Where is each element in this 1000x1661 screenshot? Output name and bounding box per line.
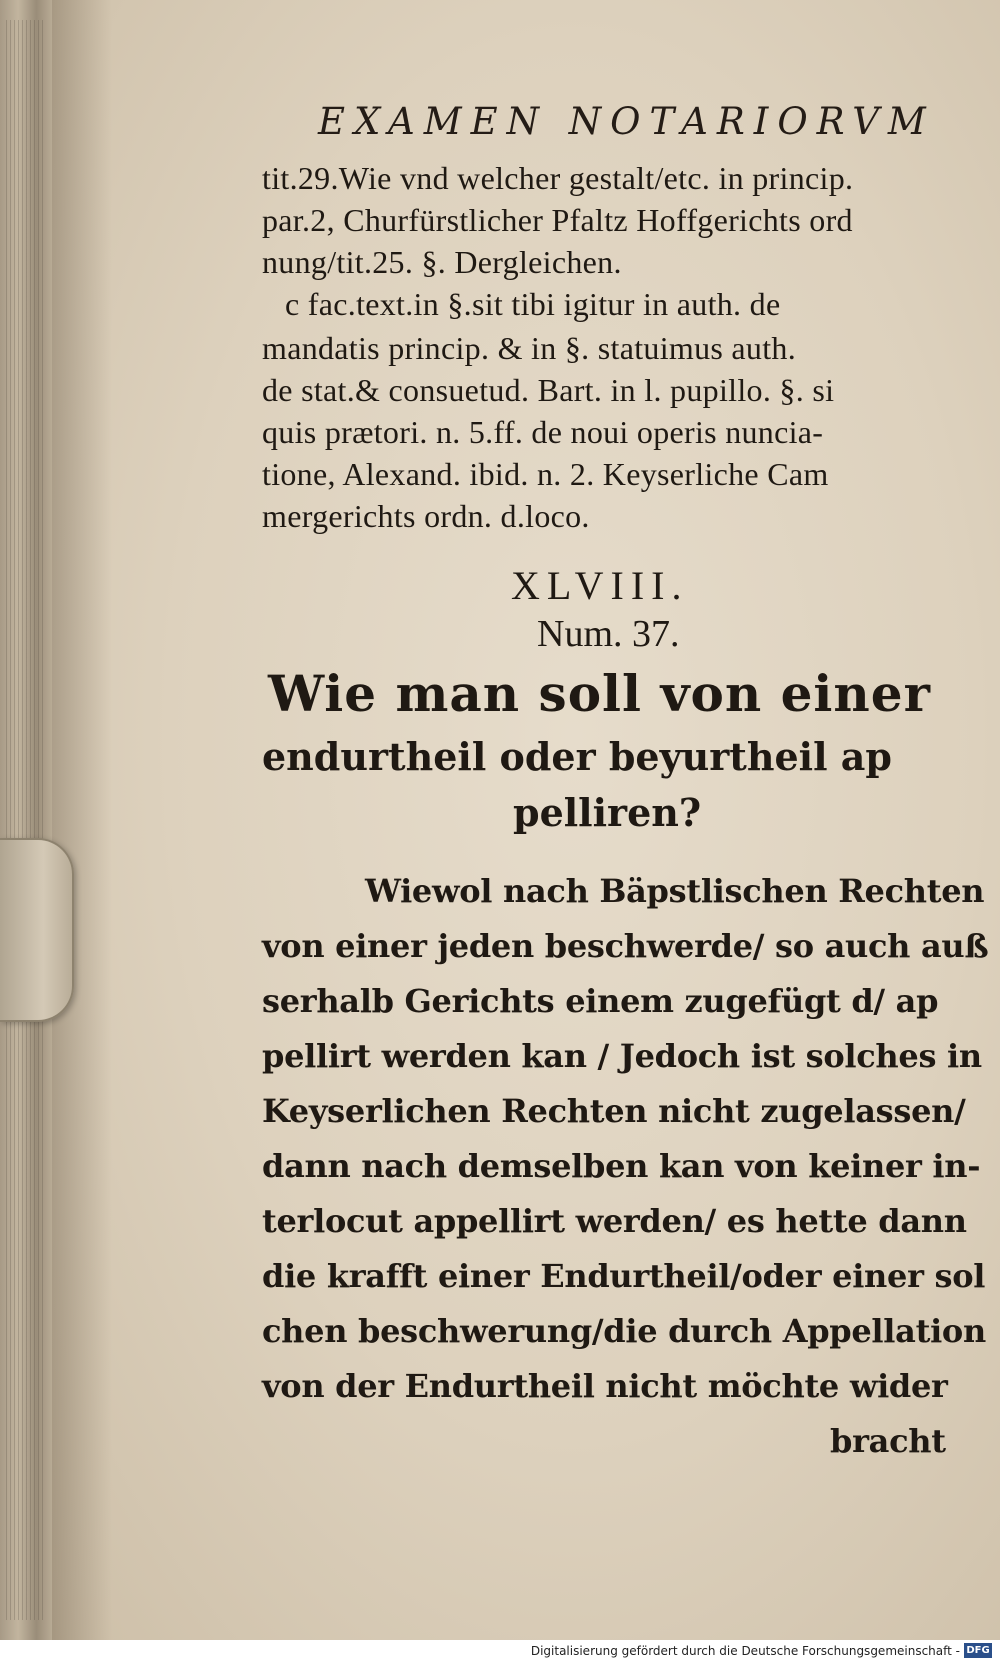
- body-line: terlocut appellirt werden/ es hette dann: [262, 1202, 967, 1240]
- digitization-credit: Digitalisierung gefördert durch die Deutsche Forschungsgemeinschaft -: [530, 1644, 960, 1658]
- footnote-line: de stat.& consuetud. Bart. in l. pupillo. §. si: [262, 372, 835, 408]
- catchword: bracht: [830, 1422, 946, 1460]
- footnote-line: par.2, Churfürstlicher Pfaltz Hoffgerichts ord: [262, 202, 853, 238]
- footnote-line: tione, Alexand. ibid. n. 2. Keyserliche Cam: [262, 456, 829, 492]
- heading-line: endurtheil oder beyurtheil ap: [262, 734, 892, 779]
- body-line: chen beschwerung/die durch Appellation: [262, 1312, 986, 1350]
- body-line: die krafft einer Endurtheil/oder einer sol: [262, 1257, 986, 1295]
- footnote-line: tit.29.Wie vnd welcher gestalt/etc. in princip.: [262, 160, 854, 196]
- book-page-edges: [0, 0, 52, 1640]
- body-line: pellirt werden kan / Jedoch ist solches in: [262, 1037, 982, 1075]
- gutter-shadow: [52, 0, 112, 1640]
- heading-line: Wie man soll von einer: [268, 664, 931, 723]
- footnote-line: c fac.text.in §.sit tibi igitur in auth. de: [285, 286, 781, 322]
- footnote-line: mergerichts ordn. d.loco.: [262, 498, 590, 534]
- footnote-line: mandatis princip. & in §. statuimus auth.: [262, 330, 797, 366]
- footnote-line: quis prætori. n. 5.ff. de noui operis nuncia-: [262, 414, 824, 450]
- body-line: Keyserlichen Rechten nicht zugelassen/: [262, 1092, 966, 1130]
- dfg-logo: DFG: [964, 1643, 992, 1658]
- running-head: EXAMEN NOTARIORVM: [318, 100, 935, 143]
- body-line: Wiewol nach Bäpstlischen Rechten: [365, 872, 985, 910]
- body-line: serhalb Gerichts einem zugefügt d/ ap: [262, 982, 939, 1020]
- body-line: von einer jeden beschwerde/ so auch auß: [262, 927, 989, 965]
- body-line: dann nach demselben kan von keiner in-: [262, 1147, 981, 1185]
- heading-line: pelliren?: [513, 790, 702, 835]
- chapter-number: Num. 37.: [537, 613, 680, 655]
- chapter-numeral: XLVIII.: [511, 563, 689, 608]
- body-line: von der Endurtheil nicht möchte wider: [262, 1367, 948, 1405]
- footnote-line: nung/tit.25. §. Dergleichen.: [262, 244, 622, 280]
- book-clasp: [0, 838, 74, 1022]
